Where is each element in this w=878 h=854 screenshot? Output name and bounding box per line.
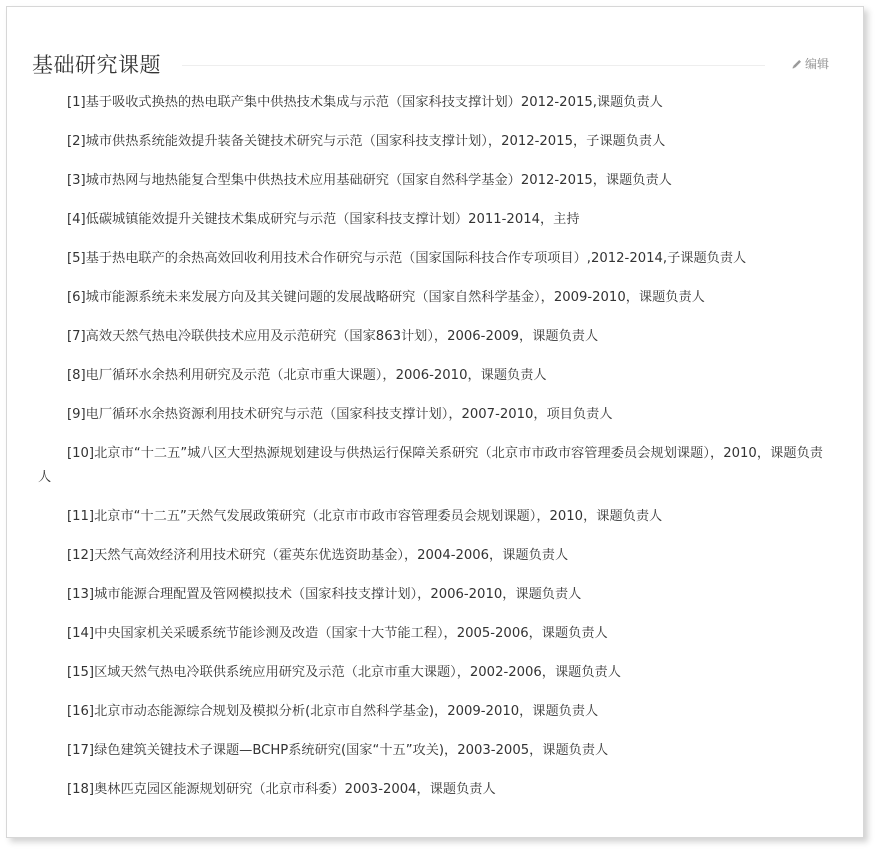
section-title: 基础研究课题 bbox=[32, 53, 161, 77]
list-item: [1]基于吸收式换热的热电联产集中供热技术集成与示范（国家科技支撑计划）2012-2015,课题负责人 bbox=[67, 95, 663, 110]
list-item: [15]区域天然气热电冷联供系统应用研究及示范（北京市重大课题），2002-2006，课题负责人 bbox=[67, 665, 621, 680]
list-item: [14]中央国家机关采暖系统节能诊测及改造（国家十大节能工程），2005-2006，课题负责人 bbox=[67, 626, 608, 641]
list-item: [9]电厂循环水余热资源利用技术研究与示范（国家科技支撑计划），2007-2010，项目负责人 bbox=[67, 407, 613, 422]
list-item: [13]城市能源合理配置及管网模拟技术（国家科技支撑计划），2006-2010，课题负责人 bbox=[67, 587, 582, 602]
list-item: [6]城市能源系统未来发展方向及其关键问题的发展战略研究（国家自然科学基金），2009-2010，课题负责人 bbox=[67, 290, 705, 305]
project-list bbox=[38, 91, 823, 817]
list-item: [17]绿色建筑关键技术子课题—BCHP系统研究(国家“十五”攻关)，2003-2005，课题负责人 bbox=[67, 743, 609, 758]
list-item: [4]低碳城镇能效提升关键技术集成研究与示范（国家科技支撑计划）2011-2014，主持 bbox=[67, 212, 580, 227]
list-item: [18]奥林匹克园区能源规划研究（北京市科委）2003-2004，课题负责人 bbox=[67, 782, 496, 797]
pencil-icon bbox=[791, 58, 803, 70]
header-divider bbox=[182, 65, 765, 66]
section-header bbox=[32, 50, 829, 80]
list-item: [11]北京市“十二五”天然气发展政策研究（北京市市政市容管理委员会规划课题），2010，课题负责人 bbox=[67, 509, 663, 524]
list-item: [2]城市供热系统能效提升装备关键技术研究与示范（国家科技支撑计划），2012-2015，子课题负责人 bbox=[67, 134, 666, 149]
list-item: [16]北京市动态能源综合规划及模拟分析(北京市自然科学基金)，2009-2010，课题负责人 bbox=[67, 704, 599, 719]
list-item: [12]天然气高效经济利用技术研究（霍英东优选资助基金），2004-2006，课题负责人 bbox=[67, 548, 569, 563]
edit-button[interactable] bbox=[791, 56, 829, 72]
list-item: [5]基于热电联产的余热高效回收利用技术合作研究与示范（国家国际科技合作专项项目）,2012-2014,子课题负责人 bbox=[67, 251, 747, 266]
list-item: [7]高效天然气热电冷联供技术应用及示范研究（国家863计划），2006-2009，课题负责人 bbox=[67, 329, 599, 344]
list-item: [8]电厂循环水余热利用研究及示范（北京市重大课题），2006-2010，课题负责人 bbox=[67, 368, 547, 383]
edit-label: 编辑 bbox=[804, 57, 829, 71]
list-item: [3]城市热网与地热能复合型集中供热技术应用基础研究（国家自然科学基金）2012-2015，课题负责人 bbox=[67, 173, 672, 188]
list-item: [10]北京市“十二五”城八区大型热源规划建设与供热运行保障关系研究（北京市市政市容管理委员会规划课题），2010，课题负责人 bbox=[38, 446, 823, 485]
